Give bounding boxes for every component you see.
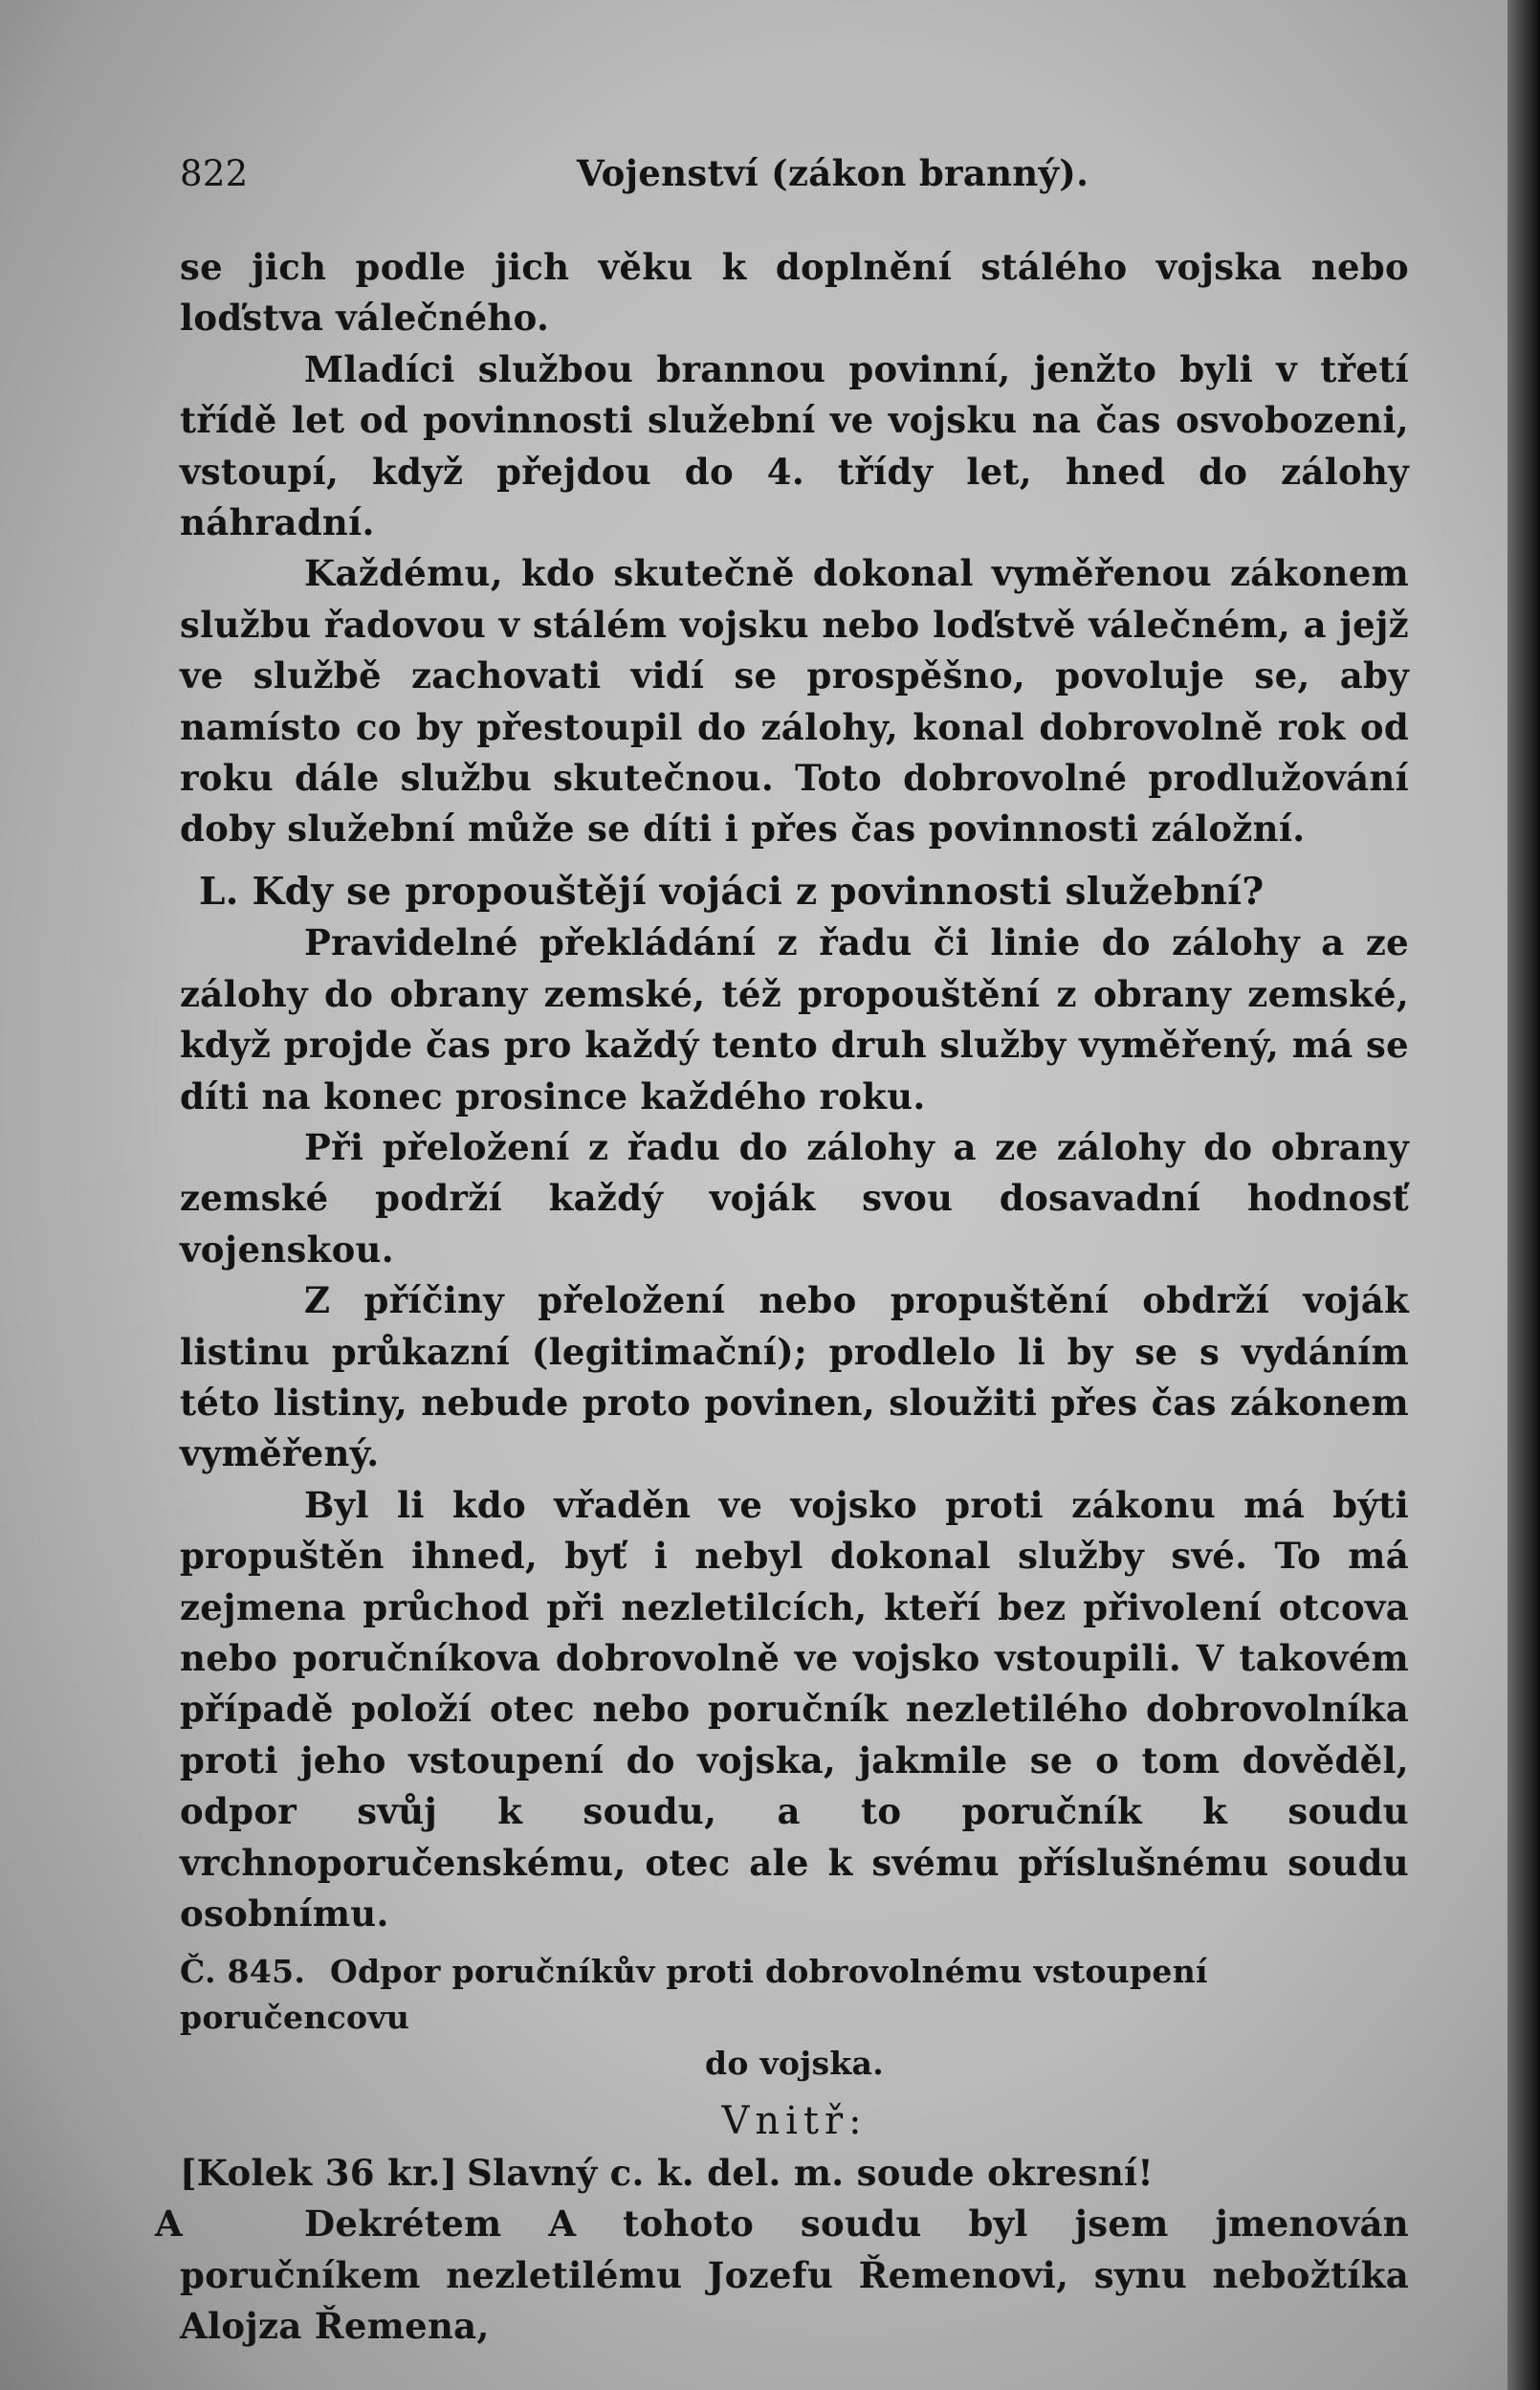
- page-header: [180, 148, 1409, 204]
- paragraph-5: Při přeložení z řadu do zálohy a ze zálohy do obrany zemské podrží každý voják svou dosavadní hodnosť vojenskou.: [180, 1125, 1409, 1271]
- form-body: Dekrétem A tohoto soudu byl jsem jmenován poručníkem nezletilému Jozefu Řemenovi, synu nebožtíka Alojza Řemena,: [180, 2202, 1409, 2348]
- paragraph-6: Z příčiny přeložení nebo propuštění obdrží voják listinu průkazní (legitimační); prodlelo li by se s vydáním této listiny, nebude proto povinen, sloužiti přes čas zákonem vyměřený.: [180, 1279, 1409, 1475]
- page-number: 822: [180, 153, 249, 194]
- paragraph-3: Každému, kdo skutečně dokonal vyměřenou zákonem službu řadovou v stálém vojsku nebo loďstvě válečném, a jejž ve službě zachovati vidí se prospěšno, povoluje se, aby namísto co by přestoupil do zálohy, konal dobrovolně rok od roku dále službu skutečnou. Toto dobrovolné prodlužování doby služební může se díti i přes čas povinnosti záložní.: [180, 552, 1409, 851]
- paragraph-1: se jich podle jich věku k doplnění stálého vojska nebo loďstva válečného.: [180, 246, 1409, 340]
- paragraph-7: Byl li kdo vřaděn ve vojsko proti zákonu má býti propuštěn ihned, byť i nebyl dokonal služby své. To má zejmena průchod při nezletilcích, kteří bez přivolení otcova nebo poručníkova dobrovolně ve vojsko vstoupili. V takovém případě položí otec nebo poručník nezletilého dobrovolníka proti jeho vstoupení do vojska, jakmile se o tom dověděl, odpor svůj k soudu, a to poručník k soudu vrchnoporučenskému, otec ale k svému příslušnému soudu osobnímu.: [180, 1483, 1409, 1935]
- book-edge-shadow: [1507, 0, 1540, 2390]
- stamp-note: [Kolek 36 kr.]: [180, 2151, 458, 2194]
- form-number: Č. 845.: [180, 1953, 306, 1991]
- margin-letter: A: [155, 2202, 184, 2246]
- form-title-line2: do vojska.: [704, 2045, 884, 2083]
- question-heading: L. Kdy se propouštějí vojáci z povinnosti služební?: [199, 869, 1265, 914]
- form-place: Vnitř:: [721, 2099, 868, 2144]
- running-title: Vojenství (zákon branný).: [577, 152, 1089, 194]
- form-heading: [180, 1949, 1409, 2087]
- court-address: Slavný c. k. del. m. soude okresní!: [467, 2151, 1154, 2194]
- form-title-line1: Odpor poručníkův proti dobrovolnému vstoupení poručencovu: [180, 1953, 1208, 2037]
- form-address-row: [180, 2148, 1409, 2199]
- paragraph-4: Pravidelné překládání z řadu či linie do zálohy a ze zálohy do obrany zemské, též propouštění z obrany zemské, když projde čas pro každý tento druh služby vyměřený, má se díti na konec prosince každého roku.: [180, 921, 1409, 1118]
- paragraph-2: Mladíci službou brannou povinní, jenžto byli v třetí třídě let od povinnosti služební ve vojsku na čas osvobozeni, vstoupí, když přejdou do 4. třídy let, hned do zálohy náhradní.: [180, 347, 1409, 544]
- document-page: [155, 148, 1409, 2352]
